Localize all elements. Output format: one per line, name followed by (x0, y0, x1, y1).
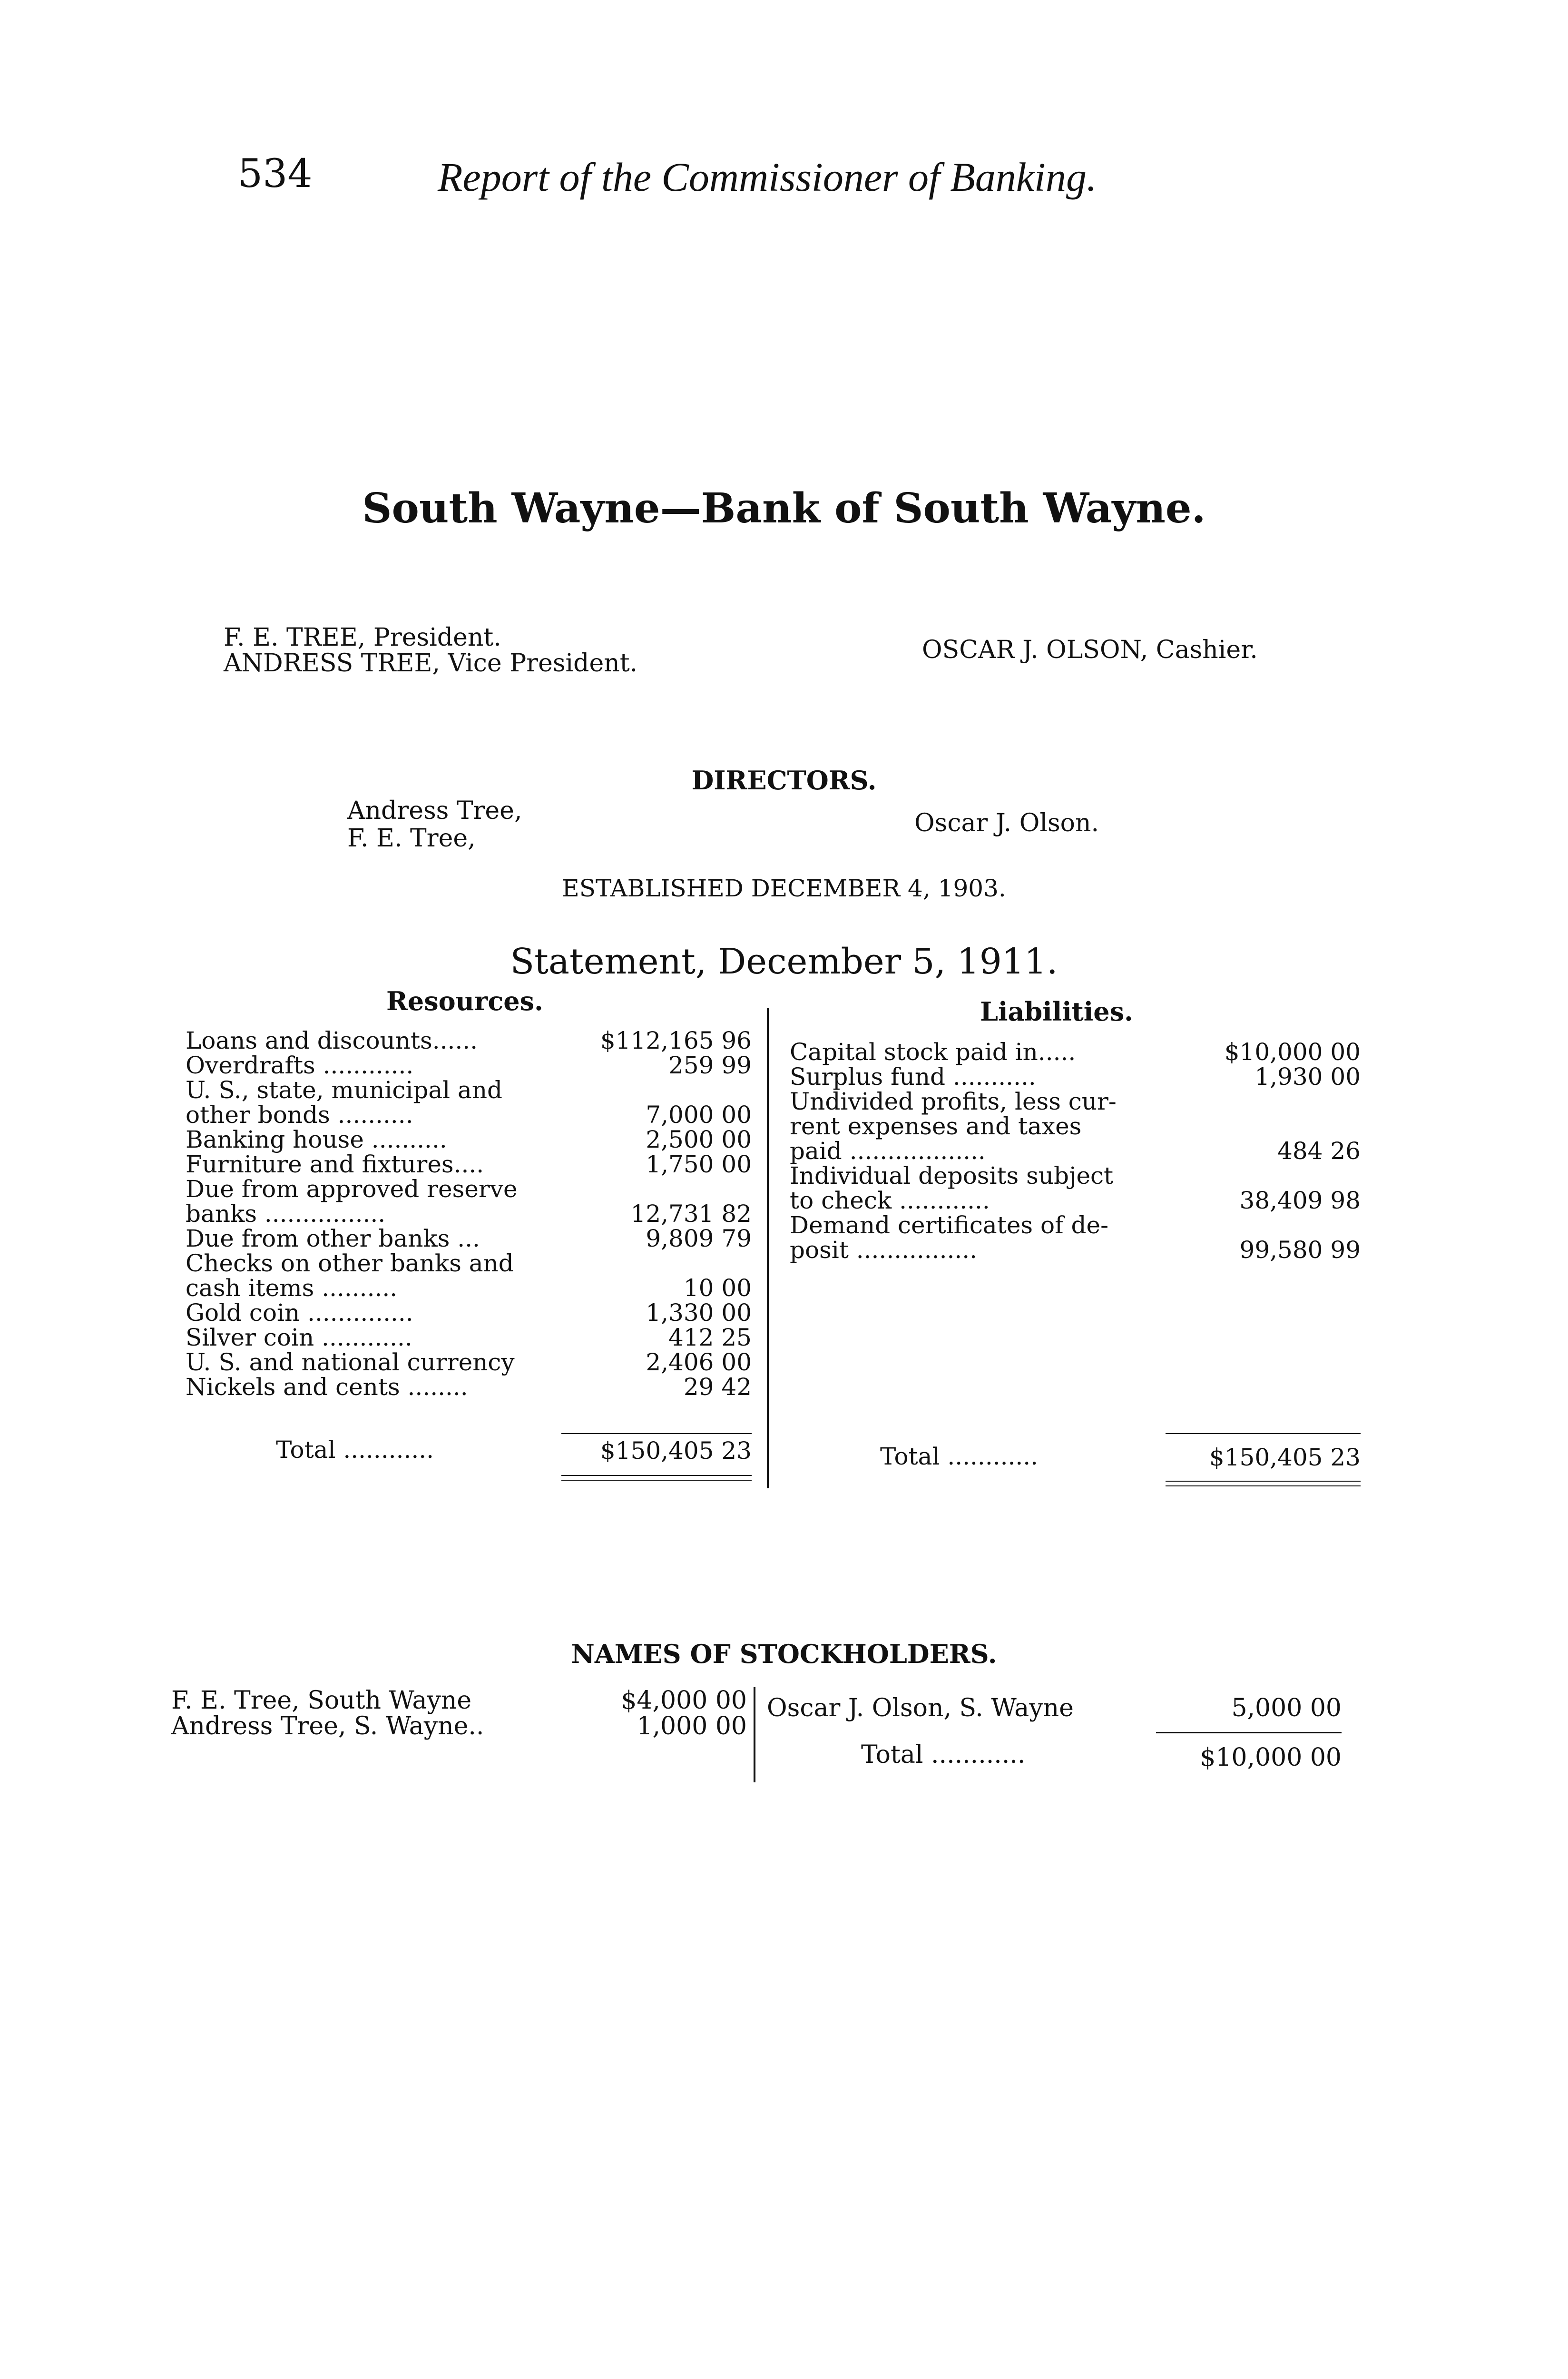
liabilities-row-label: Capital stock paid in..... (790, 1038, 1076, 1066)
stockholders-sum-rule (1156, 1732, 1342, 1733)
resources-total-double-rule-2 (561, 1480, 752, 1481)
resources-row-amount: 259 99 (668, 1052, 752, 1079)
resources-row-label: U. S. and national currency (186, 1348, 515, 1376)
liabilities-row-amount: 99,580 99 (1239, 1236, 1361, 1264)
statement-divider (767, 1008, 769, 1488)
liabilities-row-label: Individual deposits subject (790, 1162, 1114, 1190)
resources-total-amount: $150,405 23 (600, 1437, 752, 1465)
stockholders-total-label: Total ............ (861, 1740, 1026, 1769)
liabilities-row-label: Demand certificates of de- (790, 1211, 1108, 1239)
bank-title: South Wayne—Bank of South Wayne. (362, 484, 1206, 532)
resources-row-amount: 1,330 00 (646, 1299, 752, 1327)
resources-sum-rule (561, 1433, 752, 1434)
stockholder-amount: 5,000 00 (1231, 1694, 1342, 1722)
resources-row-label: Checks on other banks and (186, 1249, 514, 1277)
resources-total-double-rule-1 (561, 1475, 752, 1476)
liabilities-total-double-rule-1 (1166, 1481, 1361, 1482)
resources-row-label: Gold coin .............. (186, 1299, 413, 1327)
director-left-1: Andress Tree, (347, 796, 522, 825)
resources-row-label: Due from other banks ... (186, 1225, 480, 1252)
vice-president-line: ANDRESS TREE, Vice President. (224, 649, 638, 678)
stockholder-name: Andress Tree, S. Wayne.. (171, 1712, 484, 1740)
liabilities-sum-rule (1166, 1433, 1361, 1434)
liabilities-row-amount: 484 26 (1277, 1137, 1361, 1165)
liabilities-row-amount: $10,000 00 (1224, 1038, 1361, 1066)
resources-row-label: Overdrafts ............ (186, 1052, 414, 1079)
president-line: F. E. TREE, President. (224, 623, 501, 652)
resources-row-label: Nickels and cents ........ (186, 1373, 468, 1401)
stockholders-heading: NAMES OF STOCKHOLDERS. (571, 1639, 997, 1669)
resources-row-amount: 9,809 79 (646, 1225, 752, 1252)
resources-row-label: banks ................ (186, 1200, 386, 1228)
resources-row-amount: 12,731 82 (630, 1200, 752, 1228)
resources-row-amount: $112,165 96 (600, 1027, 752, 1054)
resources-row-amount: 7,000 00 (646, 1101, 752, 1129)
statement-heading: Statement, December 5, 1911. (510, 941, 1058, 982)
liabilities-row-label: Undivided profits, less cur- (790, 1088, 1117, 1115)
stockholder-amount: 1,000 00 (637, 1712, 747, 1740)
stockholders-total-amount: $10,000 00 (1200, 1743, 1342, 1772)
liabilities-row-label: posit ................ (790, 1236, 978, 1264)
resources-row-label: Due from approved reserve (186, 1175, 518, 1203)
page-number: 534 (238, 151, 313, 197)
liabilities-total-label: Total ............ (880, 1443, 1039, 1470)
resources-row-amount: 2,406 00 (646, 1348, 752, 1376)
stockholder-name: Oscar J. Olson, S. Wayne (767, 1694, 1074, 1722)
resources-row-amount: 2,500 00 (646, 1126, 752, 1153)
liabilities-heading: Liabilities. (980, 996, 1133, 1027)
resources-total-label: Total ............ (276, 1436, 434, 1464)
running-header: Report of the Commissioner of Banking. (438, 154, 1097, 200)
resources-row-label: cash items .......... (186, 1274, 398, 1302)
resources-row-amount: 10 00 (683, 1274, 752, 1302)
resources-row-label: other bonds .......... (186, 1101, 413, 1129)
resources-row-amount: 1,750 00 (646, 1150, 752, 1178)
liabilities-row-label: paid .................. (790, 1137, 986, 1165)
liabilities-total-amount: $150,405 23 (1209, 1444, 1361, 1471)
directors-heading: DIRECTORS. (691, 765, 877, 796)
resources-row-amount: 29 42 (683, 1373, 752, 1401)
resources-heading: Resources. (386, 986, 543, 1016)
established-line: ESTABLISHED DECEMBER 4, 1903. (562, 875, 1006, 902)
stockholders-divider (754, 1687, 755, 1782)
director-left-2: F. E. Tree, (347, 824, 476, 853)
stockholder-name: F. E. Tree, South Wayne (171, 1686, 472, 1715)
resources-row-label: Silver coin ............ (186, 1324, 412, 1351)
resources-row-label: Furniture and fixtures.... (186, 1150, 484, 1178)
resources-row-label: Loans and discounts...... (186, 1027, 478, 1054)
stockholder-amount: $4,000 00 (621, 1686, 747, 1715)
liabilities-total-double-rule-2 (1166, 1485, 1361, 1486)
director-right-1: Oscar J. Olson. (914, 809, 1099, 837)
resources-row-amount: 412 25 (668, 1324, 752, 1351)
liabilities-row-label: Surplus fund ........... (790, 1063, 1036, 1091)
liabilities-row-label: rent expenses and taxes (790, 1112, 1082, 1140)
liabilities-row-amount: 1,930 00 (1254, 1063, 1361, 1091)
resources-row-label: Banking house .......... (186, 1126, 447, 1153)
liabilities-row-amount: 38,409 98 (1239, 1187, 1361, 1214)
liabilities-row-label: to check ............ (790, 1187, 990, 1214)
resources-row-label: U. S., state, municipal and (186, 1076, 503, 1104)
cashier-line: OSCAR J. OLSON, Cashier. (922, 636, 1258, 664)
